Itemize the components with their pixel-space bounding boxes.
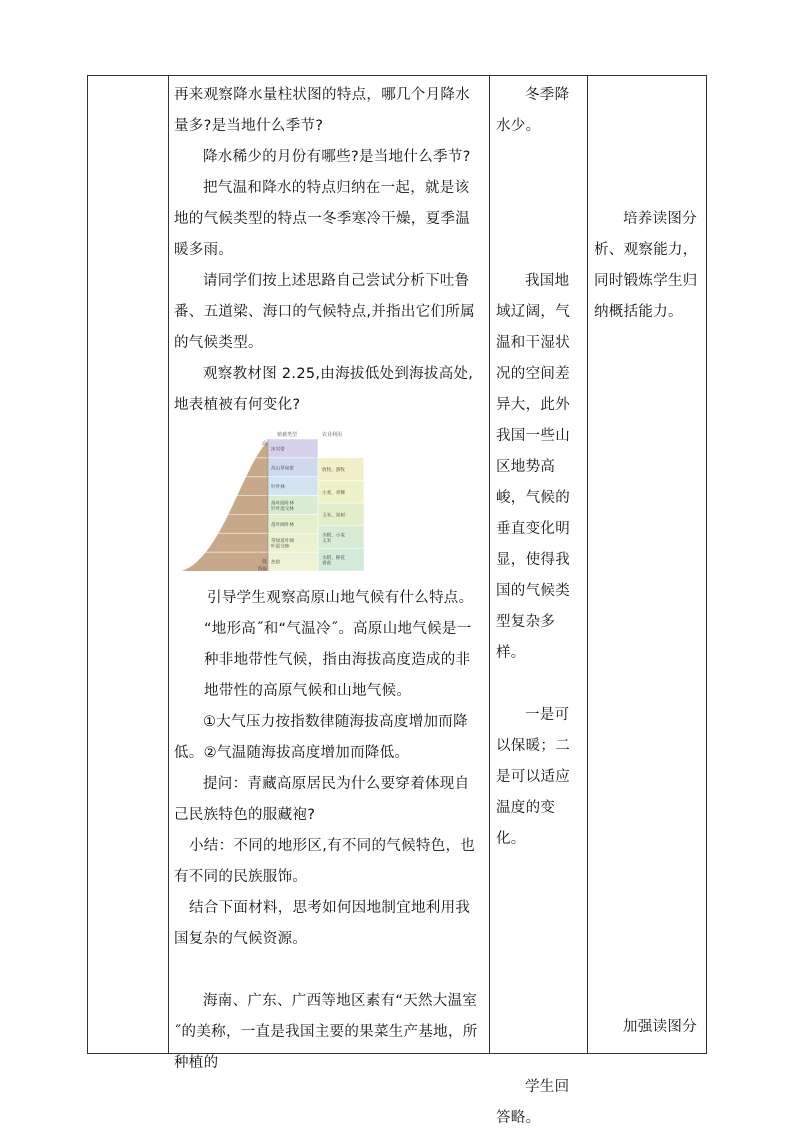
mountain-slope xyxy=(182,441,268,571)
agriculture-bands xyxy=(318,458,364,571)
paragraph-dry-months: 降水稀少的月份有哪些?是当地什么季节? xyxy=(203,149,471,165)
lesson-table xyxy=(87,75,707,1126)
student-answer-brief: 学生回答略。 xyxy=(496,1079,570,1126)
teacher-activity-column xyxy=(174,76,486,1071)
axis-label-altitude: 海拔 xyxy=(258,567,267,572)
vegetation-bands xyxy=(268,439,318,571)
vegetation-label: 针叶混交林 xyxy=(271,506,294,512)
vegetation-label: 叶混交林 xyxy=(271,544,290,550)
student-activity-column xyxy=(490,76,587,1126)
paragraph-climate-summary: 把气温和降水的特点归纳在一起，就是该地的气候类型的特点一冬季寒冷干燥，夏季温暖多雨。 xyxy=(174,180,470,258)
paragraph-climate-resources: 结合下面材料，思考如何因地制宜地利用我国复杂的气候资源。 xyxy=(174,900,471,947)
agriculture-label: 玉米、果树 xyxy=(322,513,345,519)
stage-column xyxy=(88,76,168,1053)
agriculture-label: 香蕉 xyxy=(322,561,332,567)
axis-label-low: 低 xyxy=(262,559,268,565)
paragraph-observe-figure: 观察教材图 2.25,由海拔低处到海拔高处,地表植被有何变化? xyxy=(174,366,474,413)
column-divider xyxy=(168,76,169,1053)
student-answer-diversity: 我国地域辽阔，气温和干湿状况的空间差异大，此外我国一些山区地势高峻，气候的垂直变化明显，使得我国的气候类型复杂多样。 xyxy=(496,273,570,661)
paragraph-observe-precipitation: 再来观察降水量柱状图的特点，哪几个月降水量多?是当地什么季节? xyxy=(174,87,470,134)
student-answer-robes: 一是可以保暖；二是可以适应温度的变化。 xyxy=(496,707,570,847)
vegetation-label: 高山草甸带 xyxy=(271,466,294,472)
agriculture-label: 玉米 xyxy=(322,538,332,544)
axis-label-high: 高 xyxy=(262,441,268,447)
vegetation-label: 冰雪带 xyxy=(271,447,285,453)
intent-strengthen-reading: 加强读图分 xyxy=(623,1019,697,1035)
paragraph-greenhouse-material: 海南、广东、广西等地区素有“天然大温室˝的美称，一直是我国主要的果菜生产基地，所种植的 xyxy=(174,993,478,1071)
vegetation-label: 落叶阔叶林 xyxy=(271,522,294,528)
paragraph-plateau-definition: “地形高˝和“气温冷˝。高原山地气候是一种非地带性气候，指由海拔高度造成的非地带性的高原气候和山地气候。 xyxy=(204,621,472,699)
vegetation-label: 针叶林 xyxy=(271,485,285,491)
vegetation-label: 落叶阔叶林 xyxy=(271,501,294,507)
paragraph-student-exercise: 请同学们按上述思路自己尝试分析下吐鲁番、五道梁、海口的气候特点,并指出它们所属的气候类型。 xyxy=(174,273,475,351)
paragraph-summary: 小结：不同的地形区,有不同的气候特色，也有不同的民族服饰。 xyxy=(174,838,476,885)
design-intent-column xyxy=(588,76,706,1053)
paragraph-plateau-guide: 引导学生观察高原山地气候有什么特点。 xyxy=(207,590,474,606)
student-answer-winter: 冬季降水少。 xyxy=(496,87,570,134)
agriculture-label: 放牧、游牧 xyxy=(322,468,345,474)
vegetation-label: 热带 xyxy=(271,560,281,566)
agriculture-label: 水稻、小麦 xyxy=(322,533,345,539)
figure-header-agriculture: 农业利用 xyxy=(322,432,343,438)
intent-reading-skill: 培养读图分析、观察能力，同时锻炼学生归纳概括能力。 xyxy=(594,211,698,320)
vertical-vegetation-figure xyxy=(182,427,366,573)
figure-header-vegetation: 植被类型 xyxy=(277,432,298,438)
agriculture-label: 水稻、棉花 xyxy=(322,555,345,561)
paragraph-question-robes: 提问：青藏高原居民为什么要穿着体现自己民族特色的服藏袍? xyxy=(174,776,470,823)
agriculture-label: 小麦、青稞 xyxy=(322,490,345,496)
paragraph-pressure-temperature: ①大气压力按指数律随海拔高度增加而降低。②气温随海拔高度增加而降低。 xyxy=(174,714,468,761)
vegetation-label: 常绿落叶阔 xyxy=(271,538,294,544)
